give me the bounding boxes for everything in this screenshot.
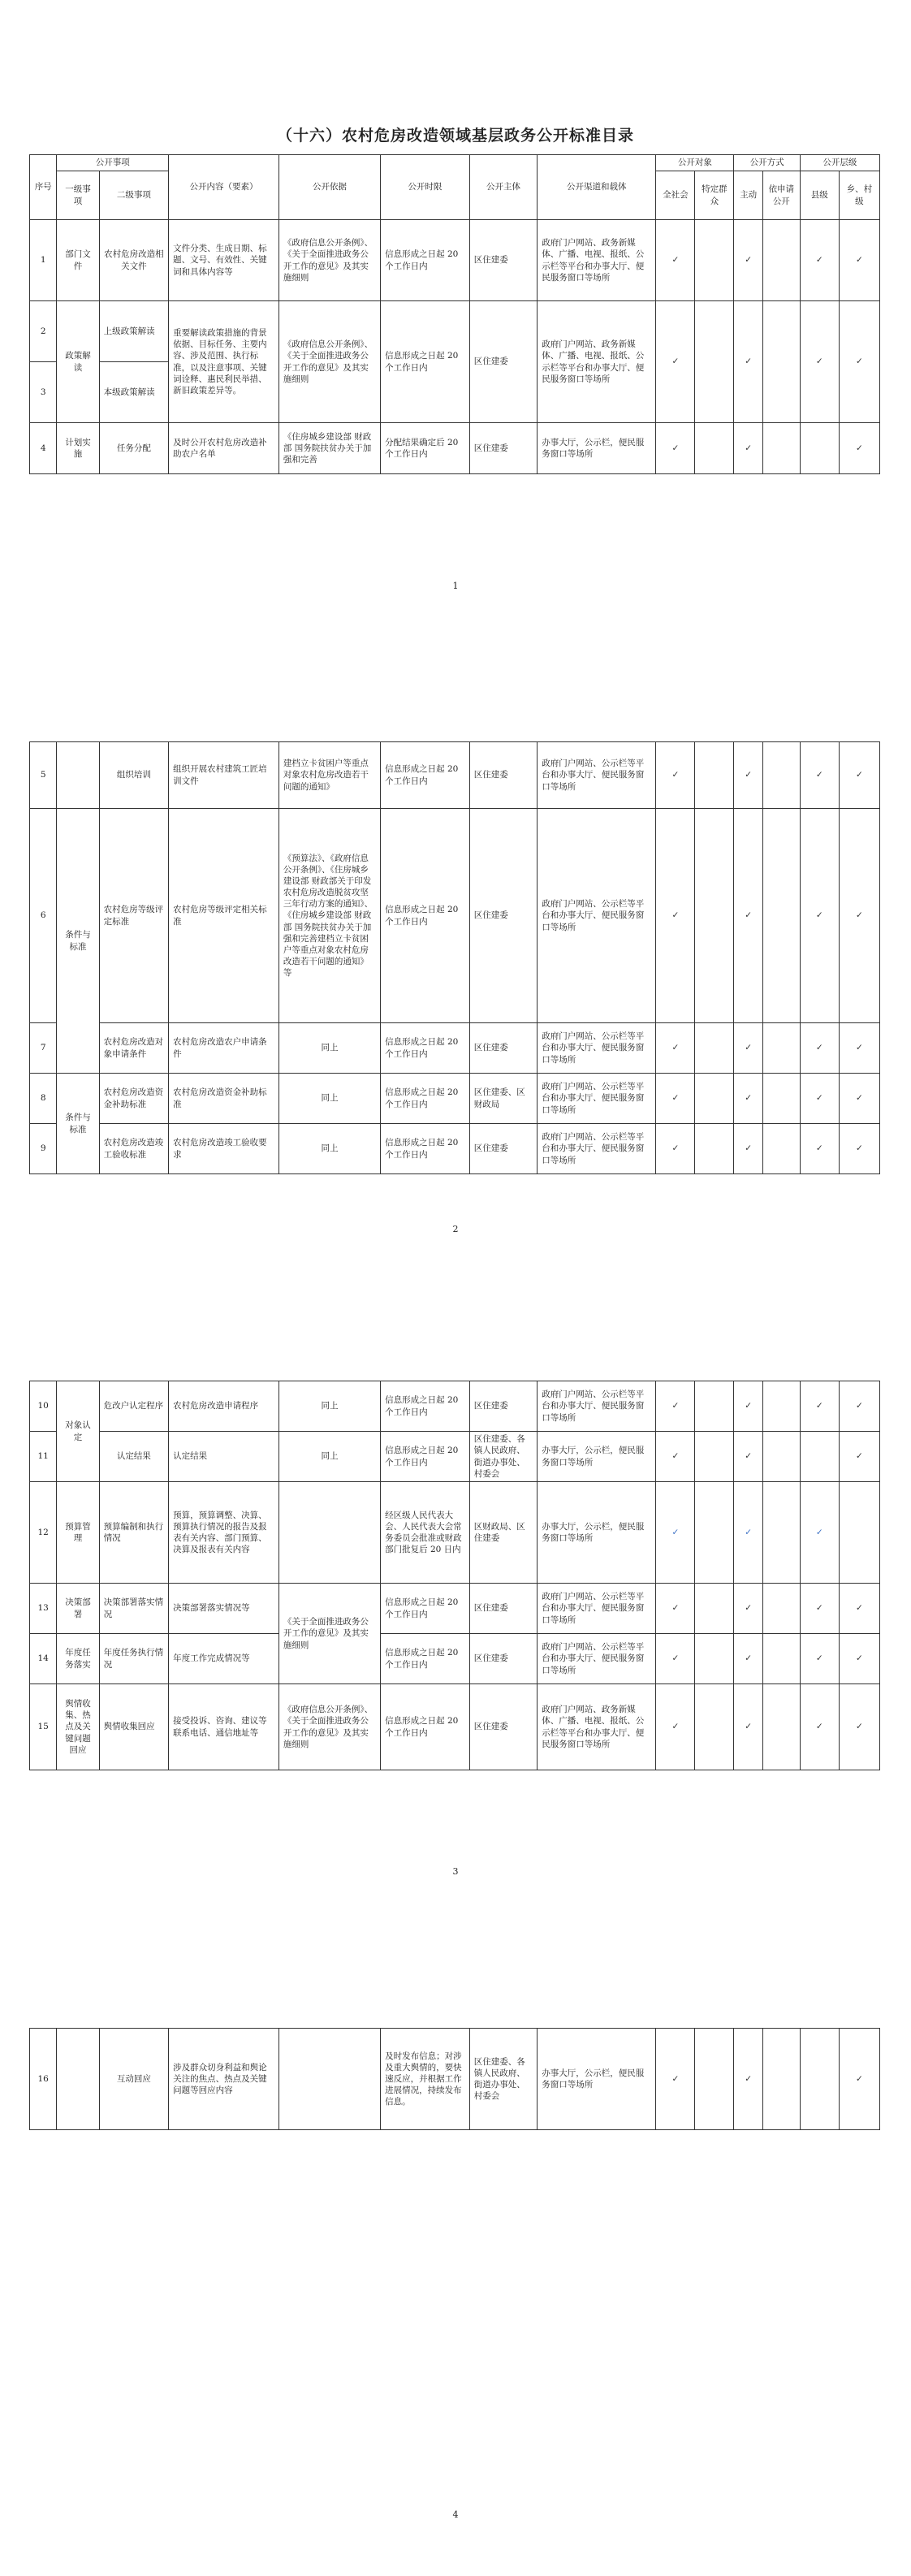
level2-cell: 农村危房改造竣工验收标准 [99,1124,169,1174]
check-mark: ✓ [839,1381,879,1432]
level2-cell: 上级政策解读 [99,301,169,362]
check-mark: ✓ [800,1381,839,1432]
channel-cell: 办事大厅，公示栏，便民服务窗口等场所 [538,1432,656,1482]
basis-cell: 《预算法》、《政府信息公开条例》、《住房城乡建设部 财政部关于印发农村危房改造脱贫攻坚三年行动方案的通知》、《住房城乡建设部 财政部 国务院扶贫办关于加强和完善建档立卡贫困户等重点对象农村危房改造若干问题的通知》等 [278,809,380,1023]
row-number: 7 [30,1023,57,1074]
time-cell: 信息形成之日起 20 个工作日内 [381,220,470,301]
row-number: 14 [30,1634,57,1684]
check-mark: ✓ [734,1432,762,1482]
check-mark: ✓ [800,301,839,423]
same-as-above: 同上 [278,1381,380,1432]
check-mark: ✓ [839,1124,879,1174]
header-seq: 序号 [30,155,57,220]
subject-cell: 区住建委 [469,301,538,423]
row-number: 13 [30,1584,57,1634]
check-mark: ✓ [656,1023,695,1074]
check-mark: ✓ [656,1684,695,1770]
check-mark: ✓ [839,1023,879,1074]
same-as-above: 同上 [278,1432,380,1482]
header-target-all: 全社会 [656,171,695,220]
table-row [30,1124,880,1174]
header-method: 公开方式 [734,155,800,171]
level1-cell: 条件与标准 [57,1074,99,1174]
check-mark: ✓ [656,1381,695,1432]
check-mark: ✓ [656,809,695,1023]
subject-cell: 区住建委 [469,1634,538,1684]
time-cell: 信息形成之日起 20 个工作日内 [381,1684,470,1770]
page-number: 4 [452,2509,459,2520]
level1-cell: 政策解读 [57,301,99,423]
table-row [30,220,880,301]
header-time: 公开时限 [381,155,470,220]
subject-cell: 区住建委 [469,423,538,474]
subject-cell: 区住建委 [469,1584,538,1634]
content-cell: 农村危房改造申请程序 [169,1381,279,1432]
channel-cell: 政府门户网站、公示栏等平台和办事大厅、便民服务窗口等场所 [538,809,656,1023]
check-mark: ✓ [656,742,695,809]
header-method-active: 主动 [734,171,762,220]
basis-cell: 《政府信息公开条例》、《关于全面推进政务公开工作的意见》及其实施细则 [278,220,380,301]
check-mark: ✓ [656,220,695,301]
table-row [30,1684,880,1770]
channel-cell: 政府门户网站、公示栏等平台和办事大厅、便民服务窗口等场所 [538,1074,656,1124]
level2-cell: 认定结果 [99,1432,169,1482]
channel-cell: 政府门户网站、政务新媒体、广播、电视、报纸、公示栏等平台和办事大厅、便民服务窗口等场所 [538,220,656,301]
table-row [30,301,880,362]
subject-cell: 区住建委 [469,1023,538,1074]
table-row [30,423,880,474]
check-mark: ✓ [734,742,762,809]
row-number: 2 [30,301,57,362]
content-cell: 农村危房改造资金补助标准 [169,1074,279,1124]
header-method-apply: 依申请公开 [762,171,800,220]
content-cell: 认定结果 [169,1432,279,1482]
check-mark: ✓ [800,1634,839,1684]
check-mark: ✓ [800,1584,839,1634]
check-mark: ✓ [800,1124,839,1174]
content-cell: 农村危房等级评定相关标准 [169,809,279,1023]
level2-cell: 农村危房改造相关文件 [99,220,169,301]
level1-cell: 年度任务落实 [57,1634,99,1684]
time-cell: 信息形成之日起 20 个工作日内 [381,1432,470,1482]
check-mark: ✓ [800,809,839,1023]
check-mark: ✓ [656,1124,695,1174]
row-number: 9 [30,1124,57,1174]
header-level: 公开层级 [800,155,879,171]
check-mark: ✓ [656,1634,695,1684]
check-mark: ✓ [656,301,695,423]
catalog-table-page-1 [29,154,880,474]
basis-cell: 建档立卡贫困户等重点对象农村危房改造若干问题的通知》 [278,742,380,809]
time-cell: 信息形成之日起 20 个工作日内 [381,1381,470,1432]
check-mark: ✓ [734,1381,762,1432]
row-number: 16 [30,2029,57,2130]
content-cell: 涉及群众切身利益和舆论关注的焦点、热点及关键问题等回应内容 [169,2029,279,2130]
check-mark: ✓ [839,1634,879,1684]
header-channel: 公开渠道和载体 [538,155,656,220]
header-level-town: 乡、村级 [839,171,879,220]
check-mark: ✓ [839,2029,879,2130]
subject-cell: 区住建委 [469,809,538,1023]
header-level2: 二级事项 [99,171,169,220]
content-cell: 农村危房改造竣工验收要求 [169,1124,279,1174]
check-mark: ✓ [656,1074,695,1124]
channel-cell: 政府门户网站、公示栏等平台和办事大厅、便民服务窗口等场所 [538,1381,656,1432]
level1-cell: 计划实施 [57,423,99,474]
check-mark: ✓ [800,1684,839,1770]
check-mark: ✓ [734,423,762,474]
check-mark: ✓ [734,1482,762,1584]
check-mark: ✓ [800,1023,839,1074]
content-cell: 年度工作完成情况等 [169,1634,279,1684]
check-mark: ✓ [839,1432,879,1482]
subject-cell: 区住建委 [469,742,538,809]
check-mark: ✓ [839,423,879,474]
channel-cell: 政府门户网站、政务新媒体、广播、电视、报纸、公示栏等平台和办事大厅、便民服务窗口等场所 [538,1684,656,1770]
check-mark: ✓ [734,1124,762,1174]
check-mark: ✓ [800,1074,839,1124]
level1-cell: 预算管理 [57,1482,99,1584]
same-as-above: 同上 [278,1074,380,1124]
channel-cell: 政府门户网站、公示栏等平台和办事大厅、便民服务窗口等场所 [538,1023,656,1074]
basis-cell: 《关于全面推进政务公开工作的意见》及其实施细则 [278,1584,380,1684]
channel-cell: 办事大厅，公示栏，便民服务窗口等场所 [538,423,656,474]
table-row [30,742,880,809]
table-row [30,1381,880,1432]
level2-cell: 互动回应 [99,2029,169,2130]
row-number: 5 [30,742,57,809]
subject-cell: 区住建委 [469,1124,538,1174]
level1-cell: 部门文件 [57,220,99,301]
check-mark: ✓ [734,1584,762,1634]
catalog-table-page-3 [29,1381,880,1770]
subject-cell: 区住建委、区财政局 [469,1074,538,1124]
check-mark: ✓ [656,1584,695,1634]
basis-cell: 《政府信息公开条例》、《关于全面推进政务公开工作的意见》及其实施细则 [278,1684,380,1770]
check-mark: ✓ [839,809,879,1023]
header-target: 公开对象 [656,155,734,171]
time-cell: 信息形成之日起 20 个工作日内 [381,742,470,809]
check-mark: ✓ [656,1482,695,1584]
content-cell: 农村危房改造农户申请条件 [169,1023,279,1074]
check-mark: ✓ [734,809,762,1023]
level2-cell: 本级政策解读 [99,362,169,423]
same-as-above: 同上 [278,1124,380,1174]
basis-cell: 《住房城乡建设部 财政部 国务院扶贫办关于加强和完善 [278,423,380,474]
time-cell: 信息形成之日起 20 个工作日内 [381,301,470,423]
content-cell: 接受投诉、咨询、建议等联系电话、通信地址等 [169,1684,279,1770]
check-mark: ✓ [839,220,879,301]
page-number: 3 [452,1866,459,1877]
level2-cell: 危改户认定程序 [99,1381,169,1432]
row-number: 10 [30,1381,57,1432]
level1-cell: 决策部署 [57,1584,99,1634]
header-basis: 公开依据 [278,155,380,220]
level2-cell: 舆情收集回应 [99,1684,169,1770]
channel-cell: 办事大厅，公示栏，便民服务窗口等场所 [538,2029,656,2130]
table-row [30,1023,880,1074]
level2-cell: 任务分配 [99,423,169,474]
row-number: 4 [30,423,57,474]
row-number: 3 [30,362,57,423]
check-mark: ✓ [800,1482,839,1584]
check-mark: ✓ [800,220,839,301]
row-number: 6 [30,809,57,1023]
check-mark: ✓ [839,1074,879,1124]
level2-cell: 农村危房改造资金补助标准 [99,1074,169,1124]
level2-cell: 年度任务执行情况 [99,1634,169,1684]
time-cell: 经区级人民代表大会、人民代表大会常务委员会批准或财政部门批复后 20 日内 [381,1482,470,1584]
row-number: 1 [30,220,57,301]
level1-cell: 条件与标准 [57,809,99,1074]
header-subject: 公开主体 [469,155,538,220]
header-level1: 一级事项 [57,171,99,220]
check-mark: ✓ [800,742,839,809]
check-mark: ✓ [734,220,762,301]
basis-cell: 《政府信息公开条例》、《关于全面推进政务公开工作的意见》及其实施细则 [278,301,380,423]
check-mark: ✓ [734,301,762,423]
header-matter: 公开事项 [57,155,169,171]
check-mark: ✓ [839,1584,879,1634]
same-as-above: 同上 [278,1023,380,1074]
subject-cell: 区住建委 [469,220,538,301]
check-mark: ✓ [656,1432,695,1482]
level2-cell: 决策部署落实情况 [99,1584,169,1634]
level1-cell: 舆情收集、热点及关键问题回应 [57,1684,99,1770]
level2-cell: 预算编制和执行情况 [99,1482,169,1584]
check-mark: ✓ [656,423,695,474]
table-row [30,1432,880,1482]
channel-cell: 政府门户网站、公示栏等平台和办事大厅、便民服务窗口等场所 [538,1634,656,1684]
check-mark: ✓ [734,1634,762,1684]
content-cell: 决策部署落实情况等 [169,1584,279,1634]
table-row [30,1634,880,1684]
check-mark: ✓ [734,1074,762,1124]
time-cell: 信息形成之日起 20 个工作日内 [381,1023,470,1074]
subject-cell: 区住建委 [469,1684,538,1770]
check-mark: ✓ [839,742,879,809]
table-row [30,1584,880,1634]
time-cell: 及时发布信息；对涉及重大舆情的，要快速反应，并根据工作进展情况，持续发布信息。 [381,2029,470,2130]
header-content: 公开内容（要素） [169,155,279,220]
channel-cell: 政府门户网站、政务新媒体、广播、电视、报纸、公示栏等平台和办事大厅、便民服务窗口等场所 [538,301,656,423]
header-level-county: 县级 [800,171,839,220]
check-mark: ✓ [656,2029,695,2130]
subject-cell: 区住建委、各镇人民政府、街道办事处、村委会 [469,1432,538,1482]
time-cell: 信息形成之日起 20 个工作日内 [381,1584,470,1634]
subject-cell: 区住建委、各镇人民政府、街道办事处、村委会 [469,2029,538,2130]
page-number: 2 [452,1224,459,1234]
header-target-specific: 特定群众 [695,171,734,220]
check-mark: ✓ [734,1023,762,1074]
table-row [30,1074,880,1124]
channel-cell: 政府门户网站、公示栏等平台和办事大厅、便民服务窗口等场所 [538,1584,656,1634]
row-number: 15 [30,1684,57,1770]
time-cell: 信息形成之日起 20 个工作日内 [381,1634,470,1684]
table-row [30,809,880,1023]
level2-cell: 组织培训 [99,742,169,809]
row-number: 12 [30,1482,57,1584]
content-cell: 重要解读政策措施的背景依据、目标任务、主要内容、涉及范围、执行标准，以及注意事项、关键词诠释、惠民利民举措、新旧政策差异等。 [169,301,279,423]
content-cell: 文件分类、生成日期、标题、文号、有效性、关键词和具体内容等 [169,220,279,301]
channel-cell: 政府门户网站、公示栏等平台和办事大厅、便民服务窗口等场所 [538,742,656,809]
time-cell: 分配结果确定后 20 个工作日内 [381,423,470,474]
time-cell: 信息形成之日起 20 个工作日内 [381,1124,470,1174]
check-mark: ✓ [734,2029,762,2130]
content-cell: 及时公开农村危房改造补助农户名单 [169,423,279,474]
catalog-table-page-4 [29,2028,880,2130]
level2-cell: 农村危房改造对象申请条件 [99,1023,169,1074]
subject-cell: 区财政局、区住建委 [469,1482,538,1584]
page-number: 1 [452,581,459,591]
table-row [30,1482,880,1584]
level2-cell: 农村危房等级评定标准 [99,809,169,1023]
catalog-table-page-2 [29,741,880,1174]
content-cell: 预算，预算调整、决算、预算执行情况的报告及报表有关内容、部门预算、决算及报表有关内容 [169,1482,279,1584]
channel-cell: 办事大厅，公示栏，便民服务窗口等场所 [538,1482,656,1584]
time-cell: 信息形成之日起 20 个工作日内 [381,809,470,1023]
check-mark: ✓ [734,1684,762,1770]
time-cell: 信息形成之日起 20 个工作日内 [381,1074,470,1124]
check-mark: ✓ [839,1684,879,1770]
level1-cell: 对象认定 [57,1381,99,1482]
subject-cell: 区住建委 [469,1381,538,1432]
table-row [30,2029,880,2130]
check-mark: ✓ [839,301,879,423]
page-title: （十六）农村危房改造领域基层政务公开标准目录 [276,127,634,145]
row-number: 11 [30,1432,57,1482]
row-number: 8 [30,1074,57,1124]
content-cell: 组织开展农村建筑工匠培训文件 [169,742,279,809]
channel-cell: 政府门户网站、公示栏等平台和办事大厅、便民服务窗口等场所 [538,1124,656,1174]
